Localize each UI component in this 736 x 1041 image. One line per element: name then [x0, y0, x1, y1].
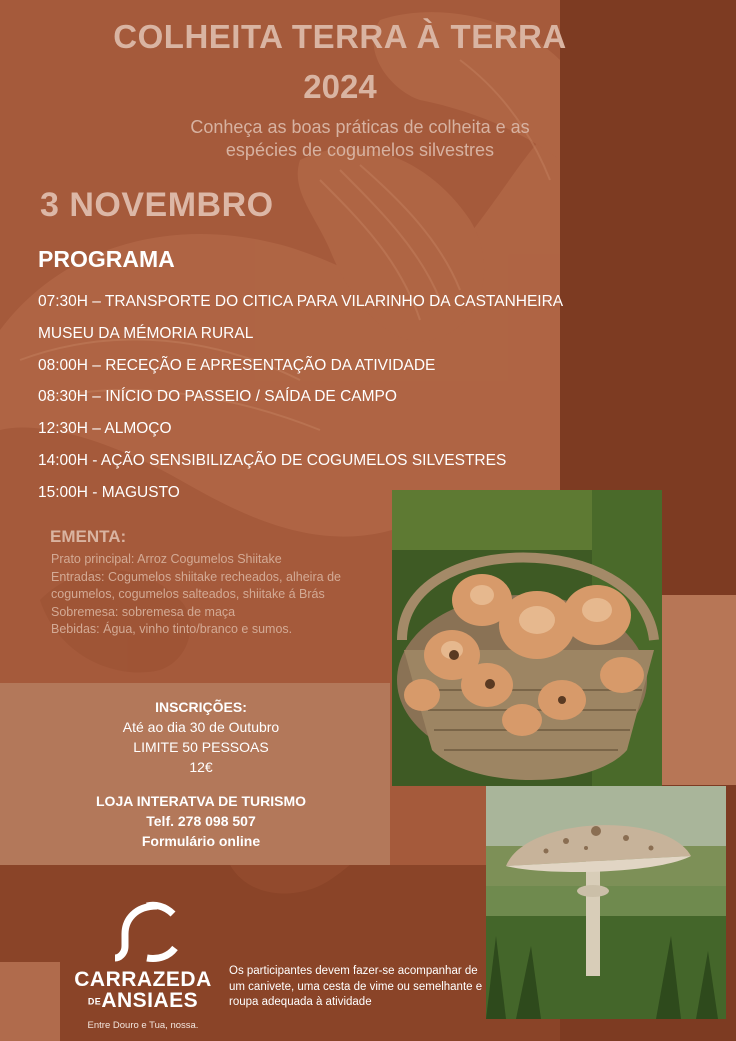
contact-venue: LOJA INTERATVA DE TURISMO [96, 793, 306, 809]
basket-mushrooms-photo [392, 490, 662, 786]
event-year: 2024 [303, 68, 377, 105]
logo-mark-icon [103, 900, 183, 964]
subtitle-line: Conheça as boas práticas de colheita e as [190, 117, 530, 137]
programa-item: 08:30H – INÍCIO DO PASSEIO / SAÍDA DE CAMPO [38, 388, 397, 406]
event-title: COLHEITA TERRA À TERRA [113, 18, 567, 55]
ementa-sobremesa: Sobremesa: sobremesa de maça [51, 604, 236, 619]
participants-note: Os participantes devem fazer-se acompanhar de um canivete, uma cesta de vime ou semelhante e roupa adequada à atividade [229, 965, 483, 1008]
ementa-heading: EMENTA: [50, 527, 127, 546]
logo-tagline: Entre Douro e Tua, nossa. [87, 1020, 199, 1032]
programa-item: 12:30H – ALMOÇO [38, 420, 172, 438]
inscricoes-limit: LIMITE 50 PESSOAS [133, 739, 269, 755]
parasol-mushroom-photo [486, 786, 726, 1019]
programa-heading: PROGRAMA [38, 246, 175, 272]
contact-info [60, 791, 342, 851]
programa-item: 08:00H – RECEÇÃO E APRESENTAÇÃO DA ATIVIDADE [38, 356, 436, 374]
logo-name-top: CARRAZEDA [74, 968, 212, 991]
inscricoes-info [60, 697, 342, 777]
logo-name-bottom-row [68, 990, 218, 1012]
event-subtitle [0, 116, 720, 162]
contact-online-form[interactable]: Formulário online [141, 833, 261, 849]
inscricoes-price: 12€ [189, 759, 213, 775]
programa-item: 14:00H - AÇÃO SENSIBILIZAÇÃO DE COGUMELOS SILVESTRES [38, 451, 507, 469]
ementa-prato-principal: Prato principal: Arroz Cogumelos Shiitake [51, 552, 282, 566]
carrazeda-logo [68, 900, 218, 1035]
contact-phone[interactable]: Telf. 278 098 507 [146, 813, 256, 829]
event-date: 3 NOVEMBRO [40, 186, 274, 224]
inscricoes-deadline: Até ao dia 30 de Outubro [122, 719, 280, 735]
programa-item: MUSEU DA MÉMORIA RURAL [38, 324, 254, 342]
subtitle-line: espécies de cogumelos silvestres [225, 140, 495, 160]
logo-name-bottom: ANSIAES [101, 989, 199, 1012]
logo-de: DE [87, 996, 102, 1007]
ementa-entradas: Entradas: Cogumelos shiitake recheados, alheira de cogumelos, cogumelos salteados, shiitake á Brás [51, 569, 341, 602]
programa-item: 07:30H – TRANSPORTE DO CITICA PARA VILARINHO DA CASTANHEIRA [38, 293, 564, 310]
ementa-text [51, 551, 341, 639]
programa-item: 15:00H - MAGUSTO [38, 483, 180, 501]
programa-list [38, 286, 568, 509]
inscricoes-heading: INSCRIÇÕES: [155, 699, 247, 715]
ementa-bebidas: Bebidas: Água, vinho tinto/branco e sumos. [51, 622, 293, 637]
